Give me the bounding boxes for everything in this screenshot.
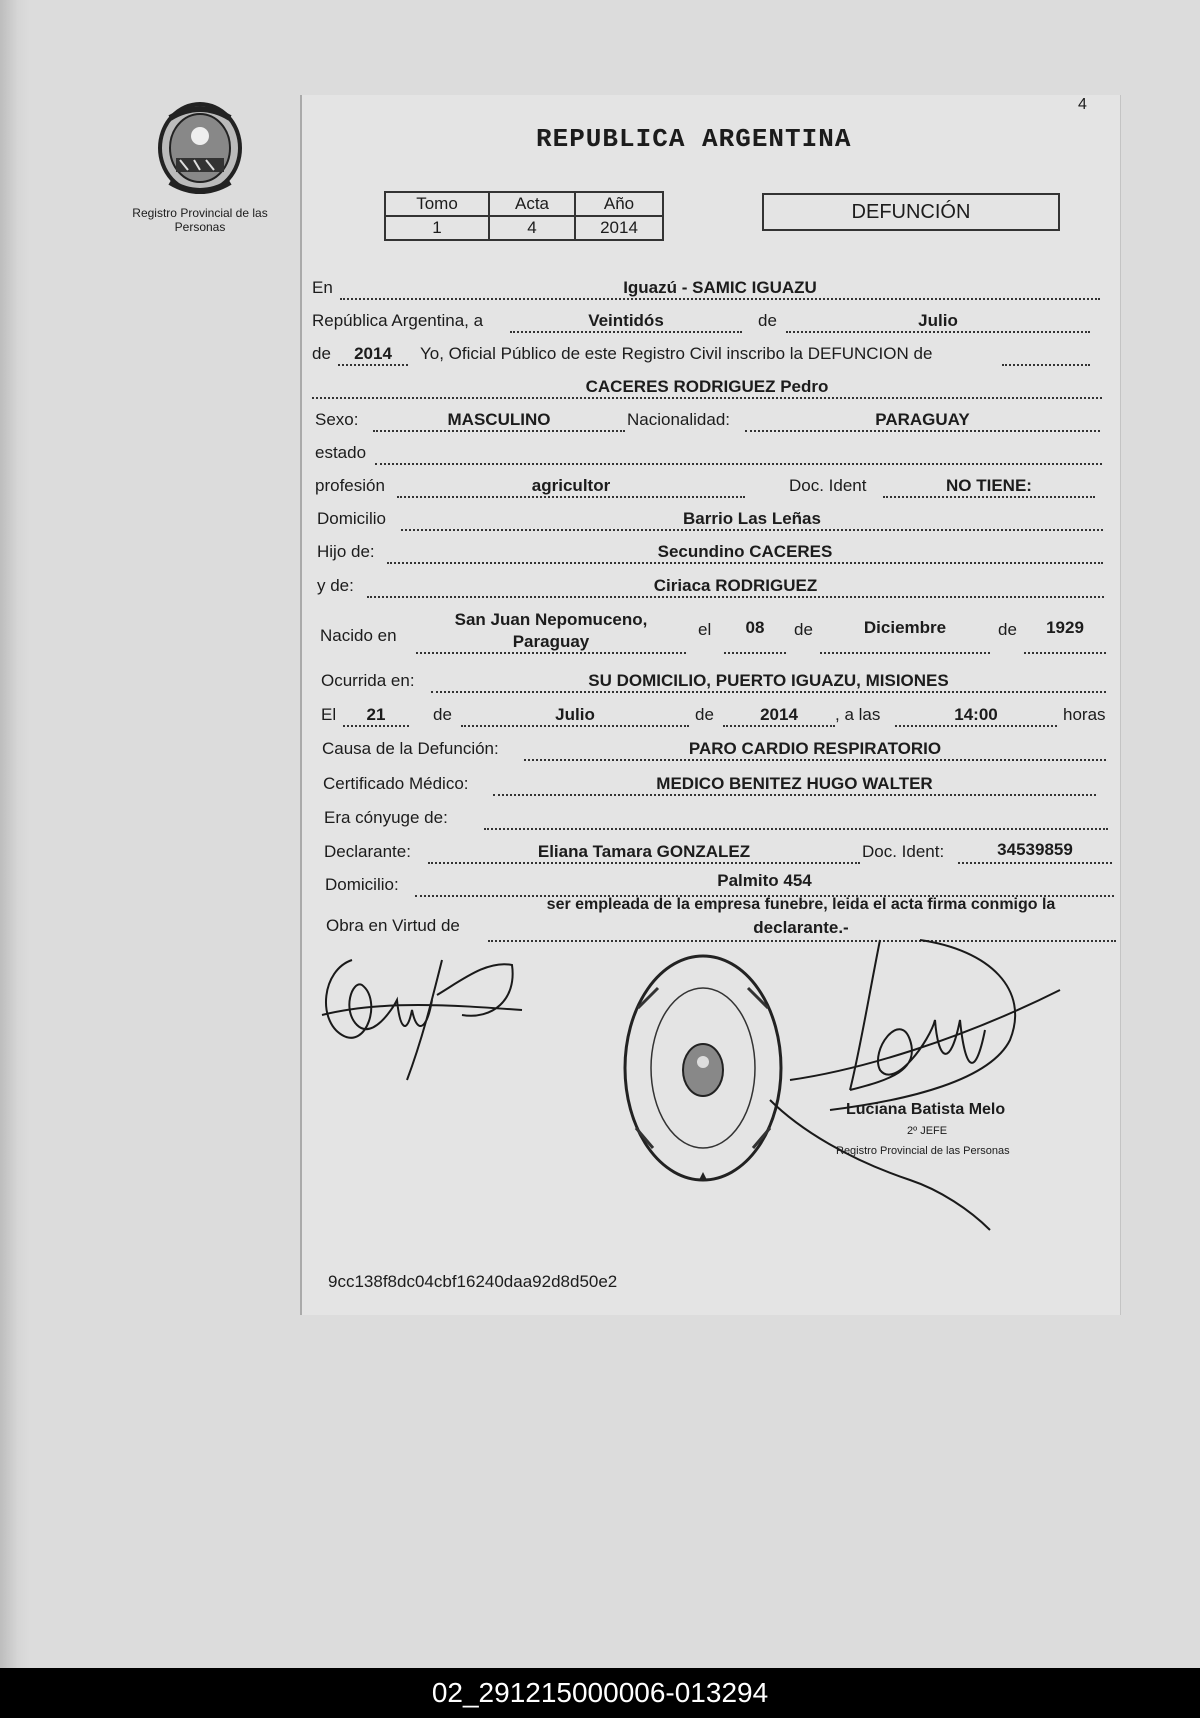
row-conyuge [324, 802, 1108, 832]
declarant-signature [312, 940, 532, 1090]
nacido-line1: San Juan Nepomuceno, [454, 610, 648, 629]
declarante-value: Eliana Tamara GONZALEZ [537, 842, 751, 861]
row-profesion [315, 470, 1095, 500]
domicilio-value: Barrio Las Leñas [683, 509, 821, 528]
row-ocurrida [321, 665, 1106, 695]
province-seal-icon [154, 100, 246, 200]
row-fecha-defuncion [321, 699, 1108, 729]
hijo-label: Hijo de: [317, 542, 375, 561]
scan-edge [0, 0, 30, 1668]
row-domicilio [317, 503, 1103, 533]
scan-footer-id: 02_291215000006-013294 [0, 1668, 1200, 1718]
row-sexo [315, 404, 1100, 434]
nac-de2-label: de [998, 620, 1017, 639]
nacido-label: Nacido en [320, 626, 397, 645]
alas-label: , a las [835, 705, 881, 724]
def-anio-value: 2014 [760, 705, 798, 724]
def-mes-value: Julio [555, 705, 595, 724]
oficial-text: Yo, Oficial Público de este Registro Civil inscribo la DEFUNCION de [420, 344, 933, 363]
estado-field [375, 437, 1102, 465]
cert-label: Certificado Médico: [323, 774, 469, 793]
official-role: 2º JEFE [907, 1125, 948, 1137]
nac-anio-value: 1929 [1046, 618, 1084, 637]
conyuge-label: Era cónyuge de: [324, 808, 448, 827]
row-declarante [324, 836, 1112, 866]
el-label: el [698, 620, 712, 639]
tomo-header: Tomo [385, 192, 489, 216]
document-title: REPUBLICA ARGENTINA [536, 124, 852, 154]
def-de2-label: de [695, 705, 714, 724]
province-logo [125, 100, 275, 234]
conyuge-field [484, 802, 1108, 830]
nac-de1-label: de [794, 620, 813, 639]
doc-label: Doc. Ident [789, 476, 867, 495]
causa-value: PARO CARDIO RESPIRATORIO [688, 739, 942, 758]
anio-header: Año [575, 192, 663, 216]
nacionalidad-value: PARAGUAY [875, 410, 970, 429]
decl-doc-value: 34539859 [997, 840, 1073, 859]
anio-value: 2014 [575, 216, 663, 240]
row-certificado [323, 768, 1096, 798]
row-estado [315, 437, 1102, 467]
logo-caption: Registro Provincial de las Personas [132, 206, 268, 234]
nacido-line2: Paraguay [512, 632, 590, 651]
doc-value: NO TIENE: [946, 476, 1032, 495]
nac-dia-value: 08 [745, 618, 765, 637]
tomo-value: 1 [385, 216, 489, 240]
document-hash: 9cc138f8dc04cbf16240daa92d8d50e2 [328, 1272, 618, 1291]
document-type-box: DEFUNCIÓN [762, 193, 1060, 231]
mes-value: Julio [918, 311, 958, 330]
en-value: Iguazú - SAMIC IGUAZU [623, 278, 817, 297]
profesion-value: agricultor [531, 476, 611, 495]
cert-value: MEDICO BENITEZ HUGO WALTER [656, 774, 933, 793]
nac-mes-value: Diciembre [863, 618, 947, 637]
declarante-label: Declarante: [324, 842, 411, 861]
def-dia-value: 21 [366, 705, 386, 724]
def-de1-label: de [433, 705, 452, 724]
decl-doc-label: Doc. Ident: [862, 842, 945, 861]
official-name: Luciana Batista Melo [846, 1101, 1006, 1118]
sexo-label: Sexo: [315, 410, 359, 429]
nacionalidad-label: Nacionalidad: [627, 410, 731, 429]
ocurrida-value: SU DOMICILIO, PUERTO IGUAZU, MISIONES [588, 671, 949, 690]
de-anio-label: de [312, 344, 331, 363]
de-label: de [758, 311, 777, 330]
row-causa [322, 733, 1106, 763]
oficial-field [1002, 338, 1090, 366]
dia-value: Veintidós [588, 311, 664, 330]
domicilio-label: Domicilio [317, 509, 386, 528]
causa-label: Causa de la Defunción: [322, 739, 499, 758]
El-label: El [321, 705, 337, 724]
nombre-value: CACERES RODRIGUEZ Pedro [585, 377, 829, 396]
acta-header: Acta [489, 192, 575, 216]
republica-label: República Argentina, a [312, 311, 484, 330]
ocurrida-label: Ocurrida en: [321, 671, 415, 690]
horas-label: horas [1063, 705, 1106, 724]
register-table [384, 191, 664, 241]
decl-dom-label: Domicilio: [325, 875, 399, 894]
row-hijo [317, 536, 1103, 566]
obra-label: Obra en Virtud de [326, 916, 460, 935]
profesion-label: profesión [315, 476, 385, 495]
obra-line2: declarante.- [753, 918, 849, 937]
row-madre [317, 570, 1104, 600]
padre-value: Secundino CACERES [657, 542, 833, 561]
row-en [312, 272, 1100, 302]
row-anio [312, 338, 1090, 368]
decl-dom-value: Palmito 454 [717, 871, 812, 890]
acta-value: 4 [489, 216, 575, 240]
madre-value: Ciriaca RODRIGUEZ [653, 576, 818, 595]
row-nombre [312, 371, 1102, 401]
sexo-value: MASCULINO [447, 410, 551, 429]
row-nacido [320, 606, 1106, 656]
estado-label: estado [315, 443, 367, 462]
en-label: En [312, 278, 333, 297]
official-signature [760, 930, 1090, 1260]
obra-line1: ser empleada de la empresa funebre, leida el acta firma conmigo la [546, 896, 1056, 913]
page-number: 4 [1078, 96, 1087, 113]
row-republica [312, 305, 1090, 335]
anio-value: 2014 [354, 344, 392, 363]
official-registry: Registro Provincial de las Personas [836, 1145, 1010, 1157]
hora-value: 14:00 [954, 705, 998, 724]
yde-label: y de: [317, 576, 354, 595]
